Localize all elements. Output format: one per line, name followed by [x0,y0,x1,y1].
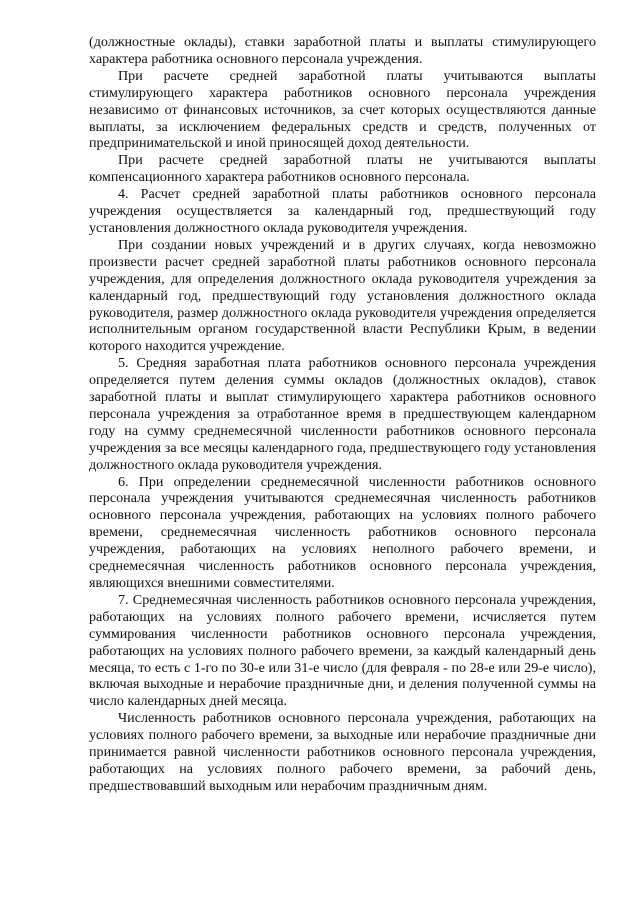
paragraph-item-4: 4. Расчет средней заработной платы работников основного персонала учреждения осуществляется за календарный год, предшествующий году установления должностного оклада руководителя учреждения. [89,186,596,236]
paragraph-item-7: 7. Среднемесячная численность работников основного персонала учреждения, работающих на условиях полного рабочего времени, исчисляется путем суммирования численности работников основного персонала учреждения, работающих на условиях полного рабочего времени, за каждый календарный день месяца, то есть с 1-го по 30-е или 31-е число (для февраля - по 28-е или 29-е число), включая выходные и нерабочие праздничные дни, и деления полученной суммы на число календарных дней месяца. [89,591,596,710]
paragraph-stimulating-payments: При расчете средней заработной платы учитываются выплаты стимулирующего характера работников основного персонала учреждения независимо от финансовых источников, за счет которых осуществляются данные выплаты, за исключением федеральных средств и средств, полученных от предпринимательской и иной приносящей доход деятельности. [89,67,596,152]
paragraph-new-institutions: При создании новых учреждений и в других случаях, когда невозможно произвести расчет средней заработной платы работников основного персонала учреждения, для определения должностного оклада руководителя учреждения за календарный год, предшествующий году установления должностного оклада руководителя, размер должностного оклада руководителя учреждения определяется исполнительным органом государственной власти Республики Крым, в ведении которого находится учреждение. [89,236,596,355]
paragraph-item-5: 5. Средняя заработная плата работников основного персонала учреждения определяется путем деления суммы окладов (должностных окладов), ставок заработной платы и выплат стимулирующего характера работников основного персонала учреждения за отработанное время в предшествующем календарном году на сумму среднемесячной численности работников основного персонала учреждения за все месяцы календарного года, предшествующего году установления должностного оклада руководителя учреждения. [89,355,596,473]
paragraph-compensation-excluded: При расчете средней заработной платы не учитываются выплаты компенсационного характера работников основного персонала. [89,152,596,186]
paragraph-item-6: 6. При определении среднемесячной численности работников основного персонала учреждения учитываются среднемесячная численность работников основного персонала учреждения, работающих на условиях полного рабочего времени, среднемесячная численность работников основного персонала учреждения, работающих на условиях неполного рабочего времени, и среднемесячная численность работников основного персонала учреждения, являющихся внешними совместителями. [89,473,596,591]
paragraph-holidays-headcount: Численность работников основного персонала учреждения, работающих на условиях полного рабочего времени, за выходные или нерабочие праздничные дни принимается равной численности работников основного персонала учреждения, работающих на условиях полного рабочего времени, за рабочий день, предшествовавший выходным или нерабочим праздничным дням. [89,710,596,794]
document-page [89,34,596,795]
paragraph-continuation: (должностные оклады), ставки заработной платы и выплаты стимулирующего характера работника основного персонала учреждения. [89,34,596,67]
